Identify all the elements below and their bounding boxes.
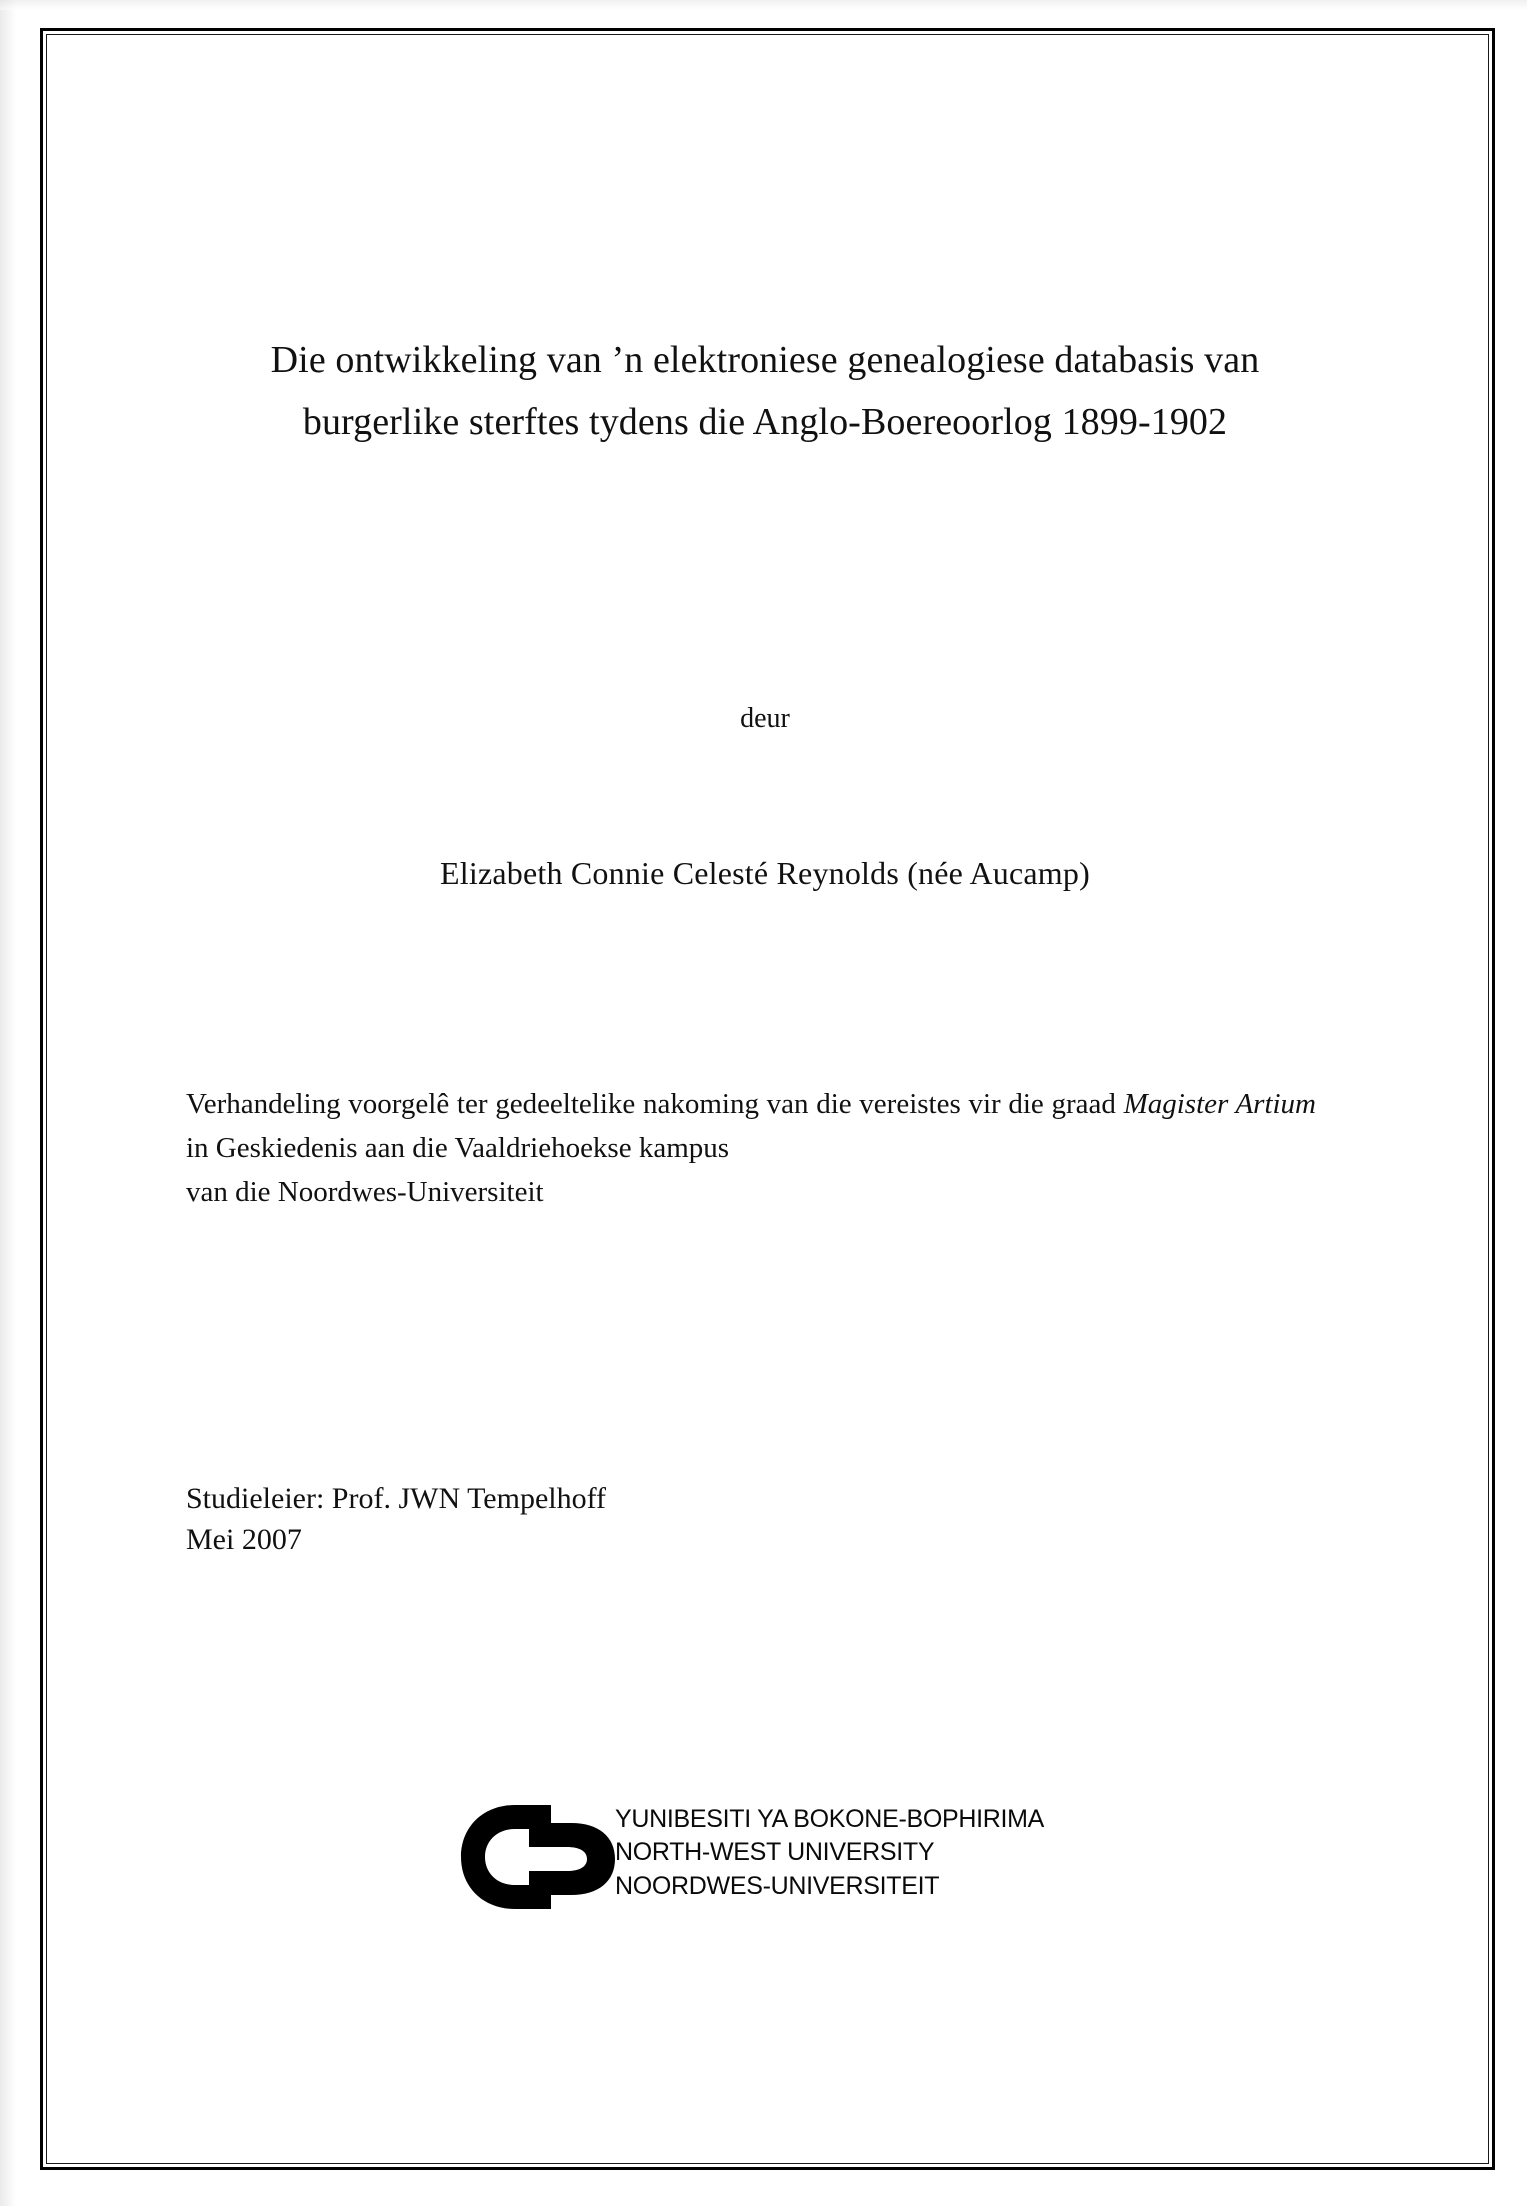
title-line-1: Die ontwikkeling van ’n elektroniese genealogiese databasis van: [270, 339, 1260, 381]
degree-name: Magister Artium: [1123, 1088, 1316, 1121]
author-name: Elizabeth Connie Celesté Reynolds (née Aucamp): [440, 855, 1090, 892]
scan-edge-shading-top: [0, 0, 1527, 10]
page-title: [186, 330, 1344, 453]
nwu-logo-mark-icon: [455, 1801, 630, 1913]
title-line-2: burgerlike sterftes tydens die Anglo-Boereoorlog 1899-1902: [302, 400, 1228, 443]
degree-statement: [186, 1082, 1316, 1214]
date-line: Mei 2007: [186, 1523, 302, 1557]
supervisor-line: Studieleier: Prof. JWN Tempelhoff: [186, 1482, 607, 1516]
degree-statement-part-3: van die Noordwes-Universiteit: [186, 1176, 544, 1209]
university-logo: [455, 1795, 1075, 1925]
degree-statement-part-1: Verhandeling voorgelê ter gedeeltelike nakoming van die vereistes vir die graad: [186, 1088, 1124, 1121]
scan-edge-shading-left: [0, 0, 16, 2206]
supervisor-and-date: [186, 1479, 1344, 1561]
logo-text-line-2: NORTH-WEST UNIVERSITY: [615, 1838, 935, 1867]
degree-statement-part-2: in Geskiedenis aan die Vaaldriehoekse kampus: [186, 1132, 730, 1165]
title-page-content: [186, 330, 1344, 1561]
by-label: deur: [740, 703, 790, 735]
university-logo-text: [615, 1803, 1044, 1903]
logo-text-line-3: NOORDWES-UNIVERSITEIT: [615, 1871, 940, 1900]
logo-text-line-1: YUNIBESITI YA BOKONE-BOPHIRIMA: [615, 1805, 1045, 1833]
